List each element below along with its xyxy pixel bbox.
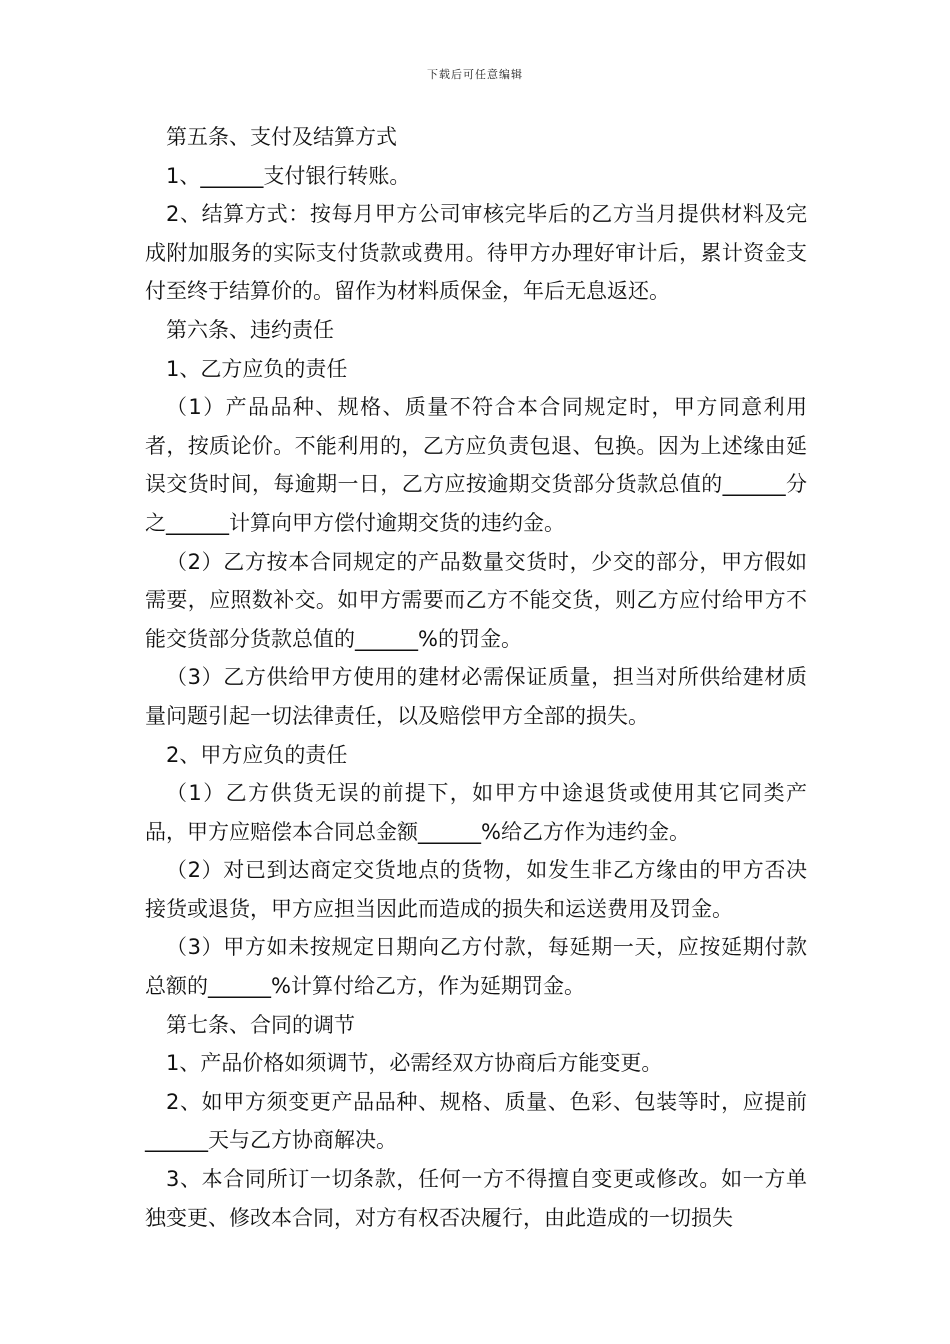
paragraph: 1、产品价格如须调节，必需经双方协商后方能变更。 xyxy=(166,1051,663,1076)
section-heading-5: 第五条、支付及结算方式 xyxy=(166,125,397,149)
paragraph: （2）对已到达商定交货地点的货物，如发生非乙方缘由的甲方否决接货或退货，甲方应担当因此而造成的损失和运送费用及罚金。 xyxy=(145,858,807,921)
paragraph: （3）甲方如未按规定日期向乙方付款，每延期一天，应按延期付款总额的______%计算付给乙方，作为延期罚金。 xyxy=(145,935,807,999)
paragraph: （2）乙方按本合同规定的产品数量交货时，少交的部分，甲方假如需要，应照数补交。如甲方需要而乙方不能交货，则乙方应付给甲方不能交货部分货款总值的______%的罚金。 xyxy=(145,549,807,651)
subheading: 2、甲方应负的责任 xyxy=(166,742,348,767)
paragraph: 1、______支付银行转账。 xyxy=(166,163,411,188)
page-header: 下载后可任意编辑 xyxy=(427,68,523,81)
section-heading-6: 第六条、违约责任 xyxy=(166,317,334,342)
section-heading-7: 第七条、合同的调节 xyxy=(166,1012,355,1037)
subheading: 1、乙方应负的责任 xyxy=(166,356,348,381)
paragraph: （3）乙方供给甲方使用的建材必需保证质量，担当对所供给建材质量问题引起一切法律责任，以及赔偿甲方全部的损失。 xyxy=(145,665,807,728)
document-body xyxy=(145,118,807,1237)
paragraph: 2、结算方式：按每月甲方公司审核完毕后的乙方当月提供材料及完成附加服务的实际支付货款或费用。待甲方办理好审计后，累计资金支付至终于结算价的。留作为材料质保金，年后无息返还。 xyxy=(145,202,807,304)
paragraph: 3、本合同所订一切条款，任何一方不得擅自变更或修改。如一方单独变更、修改本合同，对方有权否决履行，由此造成的一切损失 xyxy=(145,1167,807,1230)
paragraph: （1）产品品种、规格、质量不符合本合同规定时，甲方同意利用者，按质论价。不能利用的，乙方应负责包退、包换。因为上述缘由延误交货时间，每逾期一日，乙方应按逾期交货部分货款总值的______分之______计算向甲方偿付逾期交货的违约金。 xyxy=(145,395,807,535)
paragraph: （1）乙方供货无误的前提下，如甲方中途退货或使用其它同类产品，甲方应赔偿本合同总金额______%给乙方作为违约金。 xyxy=(145,781,807,844)
paragraph: 2、如甲方须变更产品品种、规格、质量、色彩、包装等时，应提前______天与乙方协商解决。 xyxy=(145,1089,807,1153)
